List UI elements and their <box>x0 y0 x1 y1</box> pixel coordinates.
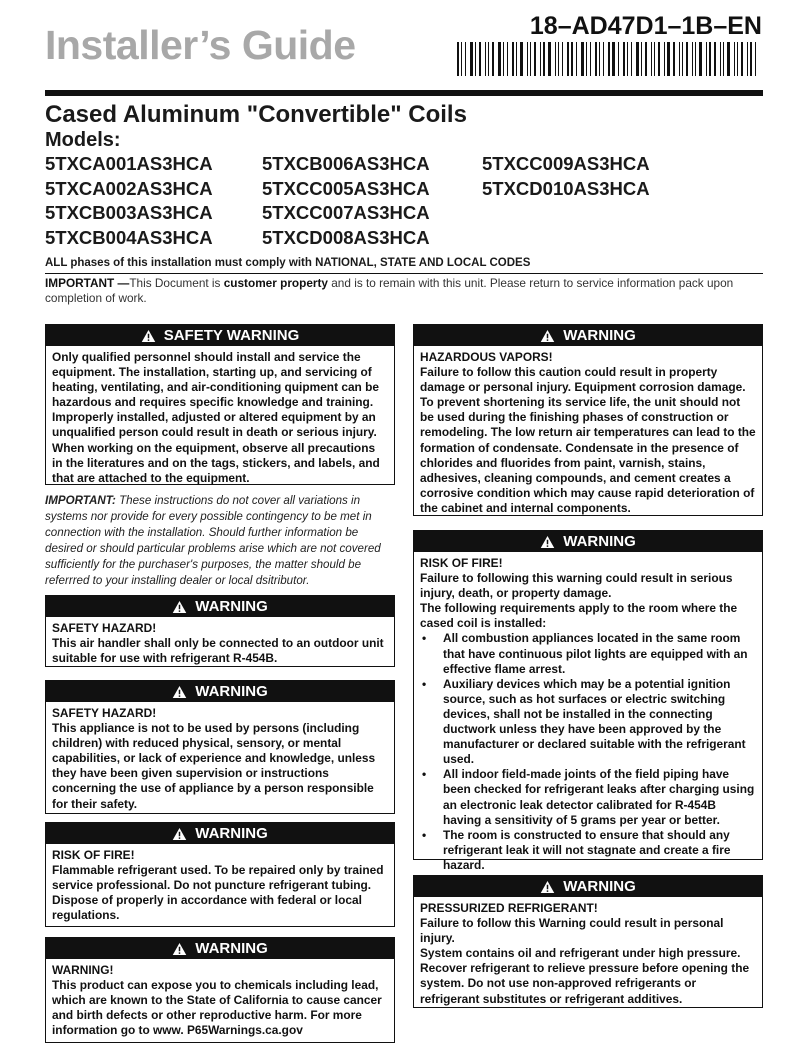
barcode-bar <box>664 42 665 76</box>
warning-box-persons <box>45 680 395 814</box>
barcode-bar <box>755 42 756 76</box>
list-item: • All combustion appliances located in the same room that have continuous pilot lights are equipped with an effective flame arrest. <box>420 631 756 676</box>
barcode-bar <box>595 42 597 76</box>
model-number: 5TXCC007AS3HCA <box>262 202 430 223</box>
barcode-bar <box>540 42 541 76</box>
barcode-bar <box>558 42 559 76</box>
barcode-bar <box>492 42 494 76</box>
header-rule <box>45 90 763 96</box>
barcode-bar <box>618 42 619 76</box>
barcode-bar <box>727 42 730 76</box>
warning-tag: SAFETY HAZARD! <box>52 621 157 635</box>
barcode-bar <box>695 42 696 76</box>
barcode-bar <box>667 42 670 76</box>
warning-triangle-icon <box>172 600 187 614</box>
warning-triangle-icon <box>172 685 187 699</box>
list-item: • The room is constructed to ensure that should any refrigerant leak it will not stagnate and create a fire hazard. <box>420 828 756 873</box>
box-heading: WARNING <box>195 825 268 842</box>
box-heading: WARNING <box>563 533 636 550</box>
warning-triangle-icon <box>540 880 555 894</box>
barcode-bar <box>631 42 632 76</box>
warning-body <box>414 897 762 1011</box>
barcode-bar <box>516 42 517 76</box>
barcode-bar <box>457 42 459 76</box>
barcode-bar <box>623 42 625 76</box>
barcode-bar <box>590 42 591 76</box>
barcode-bar <box>686 42 688 76</box>
warning-tag: RISK OF FIRE! <box>52 848 135 862</box>
barcode-bar <box>485 42 486 76</box>
barcode-bar <box>520 42 523 76</box>
box-heading: WARNING <box>563 878 636 895</box>
product-title: Cased Aluminum "Convertible" Coils <box>45 101 467 128</box>
barcode-bar <box>679 42 680 76</box>
barcode-bar <box>709 42 711 76</box>
warning-box-flammable <box>45 822 395 927</box>
barcode-bar <box>543 42 545 76</box>
guide-title: Installer’s Guide <box>45 22 356 68</box>
requirements-list <box>420 631 756 873</box>
warning-text: This appliance is not to be used by persons (including children) with reduced physical, sensory, or mental capabilities, or lack of experience and knowledge, unless they have been given supervision or instructions concerning the use of appliance by a person responsible for their safety. <box>52 721 376 811</box>
warning-box-fire-room <box>413 530 763 872</box>
box-heading: WARNING <box>195 940 268 957</box>
barcode-bar <box>636 42 639 76</box>
warning-text: System contains oil and refrigerant under high pressure. Recover refrigerant to relieve pressure before opening the system. Do not use non-approved refrigerants or refrigerant substitutes or refrigerant additives. <box>420 946 750 1006</box>
models-column-3 <box>482 152 650 201</box>
model-number: 5TXCC009AS3HCA <box>482 153 650 174</box>
barcode-bar <box>706 42 707 76</box>
model-number: 5TXCB006AS3HCA <box>262 153 430 174</box>
warning-box-p65 <box>45 937 395 1043</box>
barcode-bar <box>627 42 628 76</box>
warning-tag: HAZARDOUS VAPORS! <box>420 350 553 364</box>
divider <box>45 273 763 274</box>
warning-tag: RISK OF FIRE! <box>420 556 503 570</box>
barcode-bar <box>747 42 748 76</box>
model-number: 5TXCB003AS3HCA <box>45 202 213 223</box>
model-number: 5TXCA002AS3HCA <box>45 177 213 199</box>
warning-text: Failure to follow this caution could result in property damage or personal injury. Equipment corrosion damage. To prevent shortening its service life, the unit should not be used during the finishing phases of construction or remodeling. The low return air temperatures can lead to the formation of condensate. Condensate in the presence of chlorides and fluorides from paint, varnish, stains, adhesives, cleaning compounds, and cement creates a corrosive condition which may cause rapid deterioration of the cabinet and internal components. <box>420 365 756 515</box>
barcode-bar <box>470 42 473 76</box>
barcode-bar <box>530 42 531 76</box>
barcode-bar <box>608 42 610 76</box>
barcode-bar <box>498 42 501 76</box>
barcode-bar <box>612 42 615 76</box>
barcode-bar <box>651 42 652 76</box>
barcode-bar <box>488 42 489 76</box>
models-label: Models: <box>45 129 121 151</box>
safety-warning-text: Only qualified personnel should install and service the equipment. The installation, starting up, and servicing of heating, ventilating, and air-conditioning quipment can be hazardous and requires specific knowledge and training. Improperly installed, adjusted or altered equipment by an unqualified person could result in death or serious injury. When working on the equipment, observe all precautions in the literatures and on the tags, stickers, and labels, and that are attached to the equipment. <box>52 350 380 485</box>
barcode-bar <box>699 42 702 76</box>
barcode-bar <box>581 42 584 76</box>
barcode-bar <box>641 42 642 76</box>
warning-box-vapors <box>413 324 763 516</box>
list-item: • Auxiliary devices which may be a potential ignition source, such as hot surfaces or electric switching devices, shall not be installed in the connecting ductwork unless they have been approved by the manufacturer or declared suitable with the refrigerant used. <box>420 677 756 768</box>
warning-triangle-icon <box>141 329 156 343</box>
warning-triangle-icon <box>540 329 555 343</box>
barcode-bar <box>603 42 604 76</box>
model-number: 5TXCD010AS3HCA <box>482 177 650 199</box>
models-column-1 <box>45 152 213 250</box>
warning-triangle-icon <box>540 535 555 549</box>
barcode-bar <box>737 42 738 76</box>
warning-intro: Failure to follow this Warning could result in personal injury. <box>420 916 724 946</box>
model-number: 5TXCB004AS3HCA <box>45 226 213 248</box>
barcode-bar <box>692 42 693 76</box>
barcode-bar <box>741 42 743 76</box>
barcode-bar <box>720 42 721 76</box>
warning-header <box>46 681 394 702</box>
warning-header <box>46 938 394 959</box>
barcode-bar <box>714 42 716 76</box>
warning-tag: PRESSURIZED REFRIGERANT! <box>420 901 598 915</box>
list-item: • All indoor field-made joints of the field piping have been checked for refrigerant leaks after charging using an electronic leak detector calibrated for R-454B having a sensitivity of 5 grams per year or better. <box>420 767 756 827</box>
barcode-bar <box>527 42 528 76</box>
barcode-bar <box>571 42 573 76</box>
notice-text: This Document is <box>129 276 224 290</box>
warning-header <box>414 876 762 897</box>
warning-body <box>414 552 762 877</box>
barcode-bar <box>673 42 675 76</box>
warning-text: This air handler shall only be connected to an outdoor unit suitable for use with refrigerant R-454B. <box>52 636 384 666</box>
barcode-bar <box>479 42 481 76</box>
warning-body <box>414 346 762 520</box>
document-number: 18–AD47D1–1B–EN <box>529 12 762 40</box>
barcode-bar <box>503 42 504 76</box>
warning-body <box>46 617 394 670</box>
important-note-label: IMPORTANT: <box>45 494 116 507</box>
barcode-bar <box>475 42 476 76</box>
warning-text: This product can expose you to chemicals including lead, which are known to the State of California to cause cancer and birth defects or other reproductive harm. For more information go to www. P65Warnings.ca.gov <box>52 978 382 1038</box>
barcode-bar <box>599 42 600 76</box>
model-number: 5TXCD008AS3HCA <box>262 226 430 248</box>
barcode-bar <box>645 42 647 76</box>
barcode-bar <box>512 42 514 76</box>
barcode-bar <box>750 42 752 76</box>
barcode-bar <box>534 42 536 76</box>
important-label: IMPORTANT — <box>45 276 130 290</box>
barcode-bar <box>548 42 551 76</box>
barcode-bar <box>723 42 724 76</box>
barcode-bar <box>682 42 683 76</box>
warning-intro: Failure to following this warning could result in serious injury, death, or property damage. <box>420 571 733 601</box>
barcode-bar <box>465 42 466 76</box>
barcode-bar <box>567 42 569 76</box>
barcode-bar <box>654 42 655 76</box>
box-heading: WARNING <box>195 683 268 700</box>
barcode-bar <box>555 42 556 76</box>
box-heading: WARNING <box>195 598 268 615</box>
barcode-bar <box>576 42 577 76</box>
warning-body <box>46 959 394 1042</box>
warning-box-pressurized <box>413 875 763 1008</box>
barcode-bar <box>658 42 660 76</box>
warning-triangle-icon <box>172 827 187 841</box>
models-column-2 <box>262 152 430 250</box>
codes-compliance-line: ALL phases of this installation must comply with NATIONAL, STATE AND LOCAL CODES <box>45 257 531 269</box>
warning-header <box>46 823 394 844</box>
barcode-bar <box>507 42 508 76</box>
notice-text: and is to remain with this unit. Please return to service information pack upon completion of work. <box>45 276 734 305</box>
warning-body <box>46 702 394 816</box>
warning-tag: WARNING! <box>52 963 114 977</box>
safety-warning-header <box>46 325 394 346</box>
important-note <box>45 493 395 590</box>
barcode <box>457 42 762 76</box>
warning-tag: SAFETY HAZARD! <box>52 706 157 720</box>
box-heading: WARNING <box>563 327 636 344</box>
customer-property-emphasis: customer property <box>223 276 328 290</box>
warning-body <box>46 844 394 927</box>
safety-warning-box <box>45 324 395 485</box>
model-number: 5TXCC005AS3HCA <box>262 177 430 199</box>
barcode-bar <box>461 42 462 76</box>
barcode-bar <box>586 42 587 76</box>
warning-text: Flammable refrigerant used. To be repaired only by trained service professional. Do not puncture refrigerant tubing. Dispose of properly in accordance with federal or local regulations. <box>52 863 384 923</box>
important-note-text: These instructions do not cover all variations in systems nor provide for every possible contingency to be met in connection with the installation. Should further information be desired or should particular problems arise which are not covered sufficiently for the purchaser's purposes, the matter should be referrred to your installing dealer or local dsitributor. <box>45 494 381 588</box>
model-number: 5TXCA001AS3HCA <box>45 153 213 174</box>
requirements-intro: The following requirements apply to the room where the cased coil is installed: <box>420 601 738 631</box>
warning-box-r454b <box>45 595 395 667</box>
box-heading: SAFETY WARNING <box>163 327 300 344</box>
warning-header <box>414 325 762 346</box>
customer-property-notice <box>45 276 763 305</box>
warning-triangle-icon <box>172 942 187 956</box>
warning-header <box>46 596 394 617</box>
barcode-bar <box>562 42 563 76</box>
warning-header <box>414 531 762 552</box>
barcode-bar <box>734 42 735 76</box>
